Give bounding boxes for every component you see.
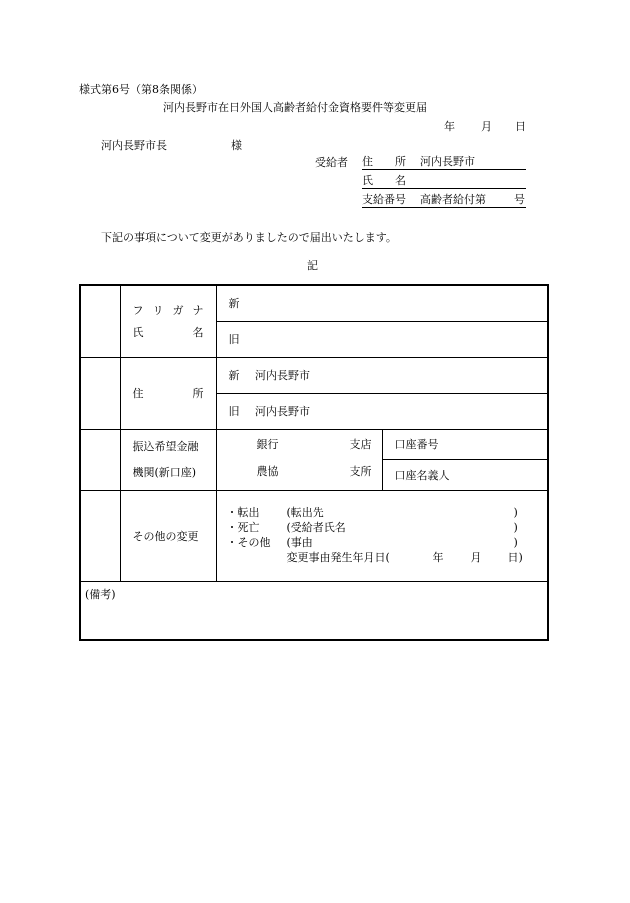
address-new-field[interactable] bbox=[216, 357, 548, 393]
recipient-address-value: 河内長野市 bbox=[420, 155, 475, 168]
move-out-destination: (転出先 bbox=[286, 505, 324, 519]
death-recipient-name: (受給者氏名 bbox=[286, 520, 346, 534]
change-date-year: 年 bbox=[432, 550, 444, 564]
close-paren: ) bbox=[513, 535, 518, 549]
bank-type-bank: 銀行 bbox=[256, 437, 279, 451]
account-name-field[interactable] bbox=[382, 460, 548, 491]
furigana-char: ナ bbox=[192, 304, 204, 318]
recipient-name-label: 氏 名 bbox=[362, 174, 406, 187]
name-old-field[interactable] bbox=[216, 321, 548, 357]
address-label-cell bbox=[120, 357, 216, 429]
name-new-row bbox=[80, 285, 548, 321]
close-paren: ) bbox=[513, 520, 518, 534]
other-label: その他の変更 bbox=[132, 529, 199, 543]
form-number: 様式第6号（第8条関係） bbox=[79, 83, 203, 96]
form-title: 河内長野市在日外国人高齢者給付金資格要件等変更届 bbox=[163, 101, 427, 114]
addressee: 河内長野市長 bbox=[101, 139, 167, 152]
recipient-id-line bbox=[362, 194, 526, 208]
name-new-field[interactable] bbox=[216, 285, 548, 321]
account-name-label: 口座名義人 bbox=[394, 468, 450, 482]
bank-name-field[interactable] bbox=[216, 429, 382, 490]
change-date-month: 月 bbox=[470, 550, 482, 564]
name-label-char: 氏 bbox=[132, 326, 144, 340]
address-new-row bbox=[80, 357, 548, 393]
other-label-cell bbox=[120, 490, 216, 581]
name-label-char: 名 bbox=[192, 326, 204, 340]
recipient-id-suffix: 号 bbox=[514, 193, 525, 206]
address-label-char: 所 bbox=[192, 387, 204, 400]
close-paren: ) bbox=[513, 505, 518, 519]
furigana-char: リ bbox=[152, 304, 164, 318]
option-other[interactable]: ・その他 bbox=[226, 535, 271, 549]
date-year-label: 年 bbox=[444, 120, 455, 133]
account-number-field[interactable] bbox=[382, 429, 548, 460]
account-number-label: 口座番号 bbox=[394, 438, 439, 452]
other-reason: (事由 bbox=[286, 535, 313, 549]
change-date-day: 日) bbox=[507, 550, 523, 564]
branch-type-agri: 支所 bbox=[349, 464, 372, 478]
option-death[interactable]: ・死亡 bbox=[226, 520, 260, 534]
name-blank-cell bbox=[80, 285, 120, 357]
name-label-cell bbox=[120, 285, 216, 357]
bank-row-top bbox=[80, 429, 548, 460]
change-form-table bbox=[79, 284, 549, 641]
recipient-id-label: 支給番号 bbox=[362, 193, 406, 206]
address-blank-cell bbox=[80, 357, 120, 429]
branch-type-bank: 支店 bbox=[349, 437, 372, 451]
recipient-name-line bbox=[362, 175, 526, 189]
date-month-label: 月 bbox=[481, 120, 492, 133]
address-new-city: 河内長野市 bbox=[255, 369, 310, 382]
address-new-label: 新 bbox=[228, 369, 240, 382]
honorific: 様 bbox=[231, 139, 242, 152]
notice-text: 下記の事項について変更がありましたので届出いたします。 bbox=[101, 231, 397, 244]
recipient-address-line bbox=[362, 156, 526, 170]
other-change-row bbox=[80, 490, 548, 581]
option-move-out[interactable]: ・転出 bbox=[226, 505, 260, 519]
remarks-field[interactable] bbox=[80, 581, 548, 640]
furigana-char: ガ bbox=[172, 304, 184, 318]
ki-label: 記 bbox=[307, 259, 318, 272]
other-blank-cell bbox=[80, 490, 120, 581]
other-change-field[interactable] bbox=[216, 490, 548, 581]
bank-blank-cell bbox=[80, 429, 120, 490]
name-new-label: 新 bbox=[228, 297, 240, 311]
address-old-city: 河内長野市 bbox=[255, 405, 310, 418]
bank-type-agri: 農協 bbox=[256, 464, 279, 478]
furigana-char: フ bbox=[132, 304, 144, 318]
recipient-label: 受給者 bbox=[315, 156, 348, 169]
remarks-row bbox=[80, 581, 548, 640]
bank-label-cell bbox=[120, 429, 216, 490]
remarks-label: (備考) bbox=[85, 587, 116, 601]
address-old-field[interactable] bbox=[216, 393, 548, 429]
name-old-label: 旧 bbox=[228, 333, 240, 346]
date-day-label: 日 bbox=[515, 120, 526, 133]
recipient-id-value: 高齢者給付第 bbox=[420, 193, 486, 206]
address-old-label: 旧 bbox=[228, 405, 240, 418]
bank-label-line2: 機関(新口座) bbox=[132, 465, 197, 479]
recipient-address-label: 住 所 bbox=[362, 155, 406, 168]
bank-label-line1: 振込希望金融 bbox=[132, 439, 199, 453]
address-label-char: 住 bbox=[132, 387, 144, 400]
change-date-prefix: 変更事由発生年月日( bbox=[286, 550, 390, 564]
